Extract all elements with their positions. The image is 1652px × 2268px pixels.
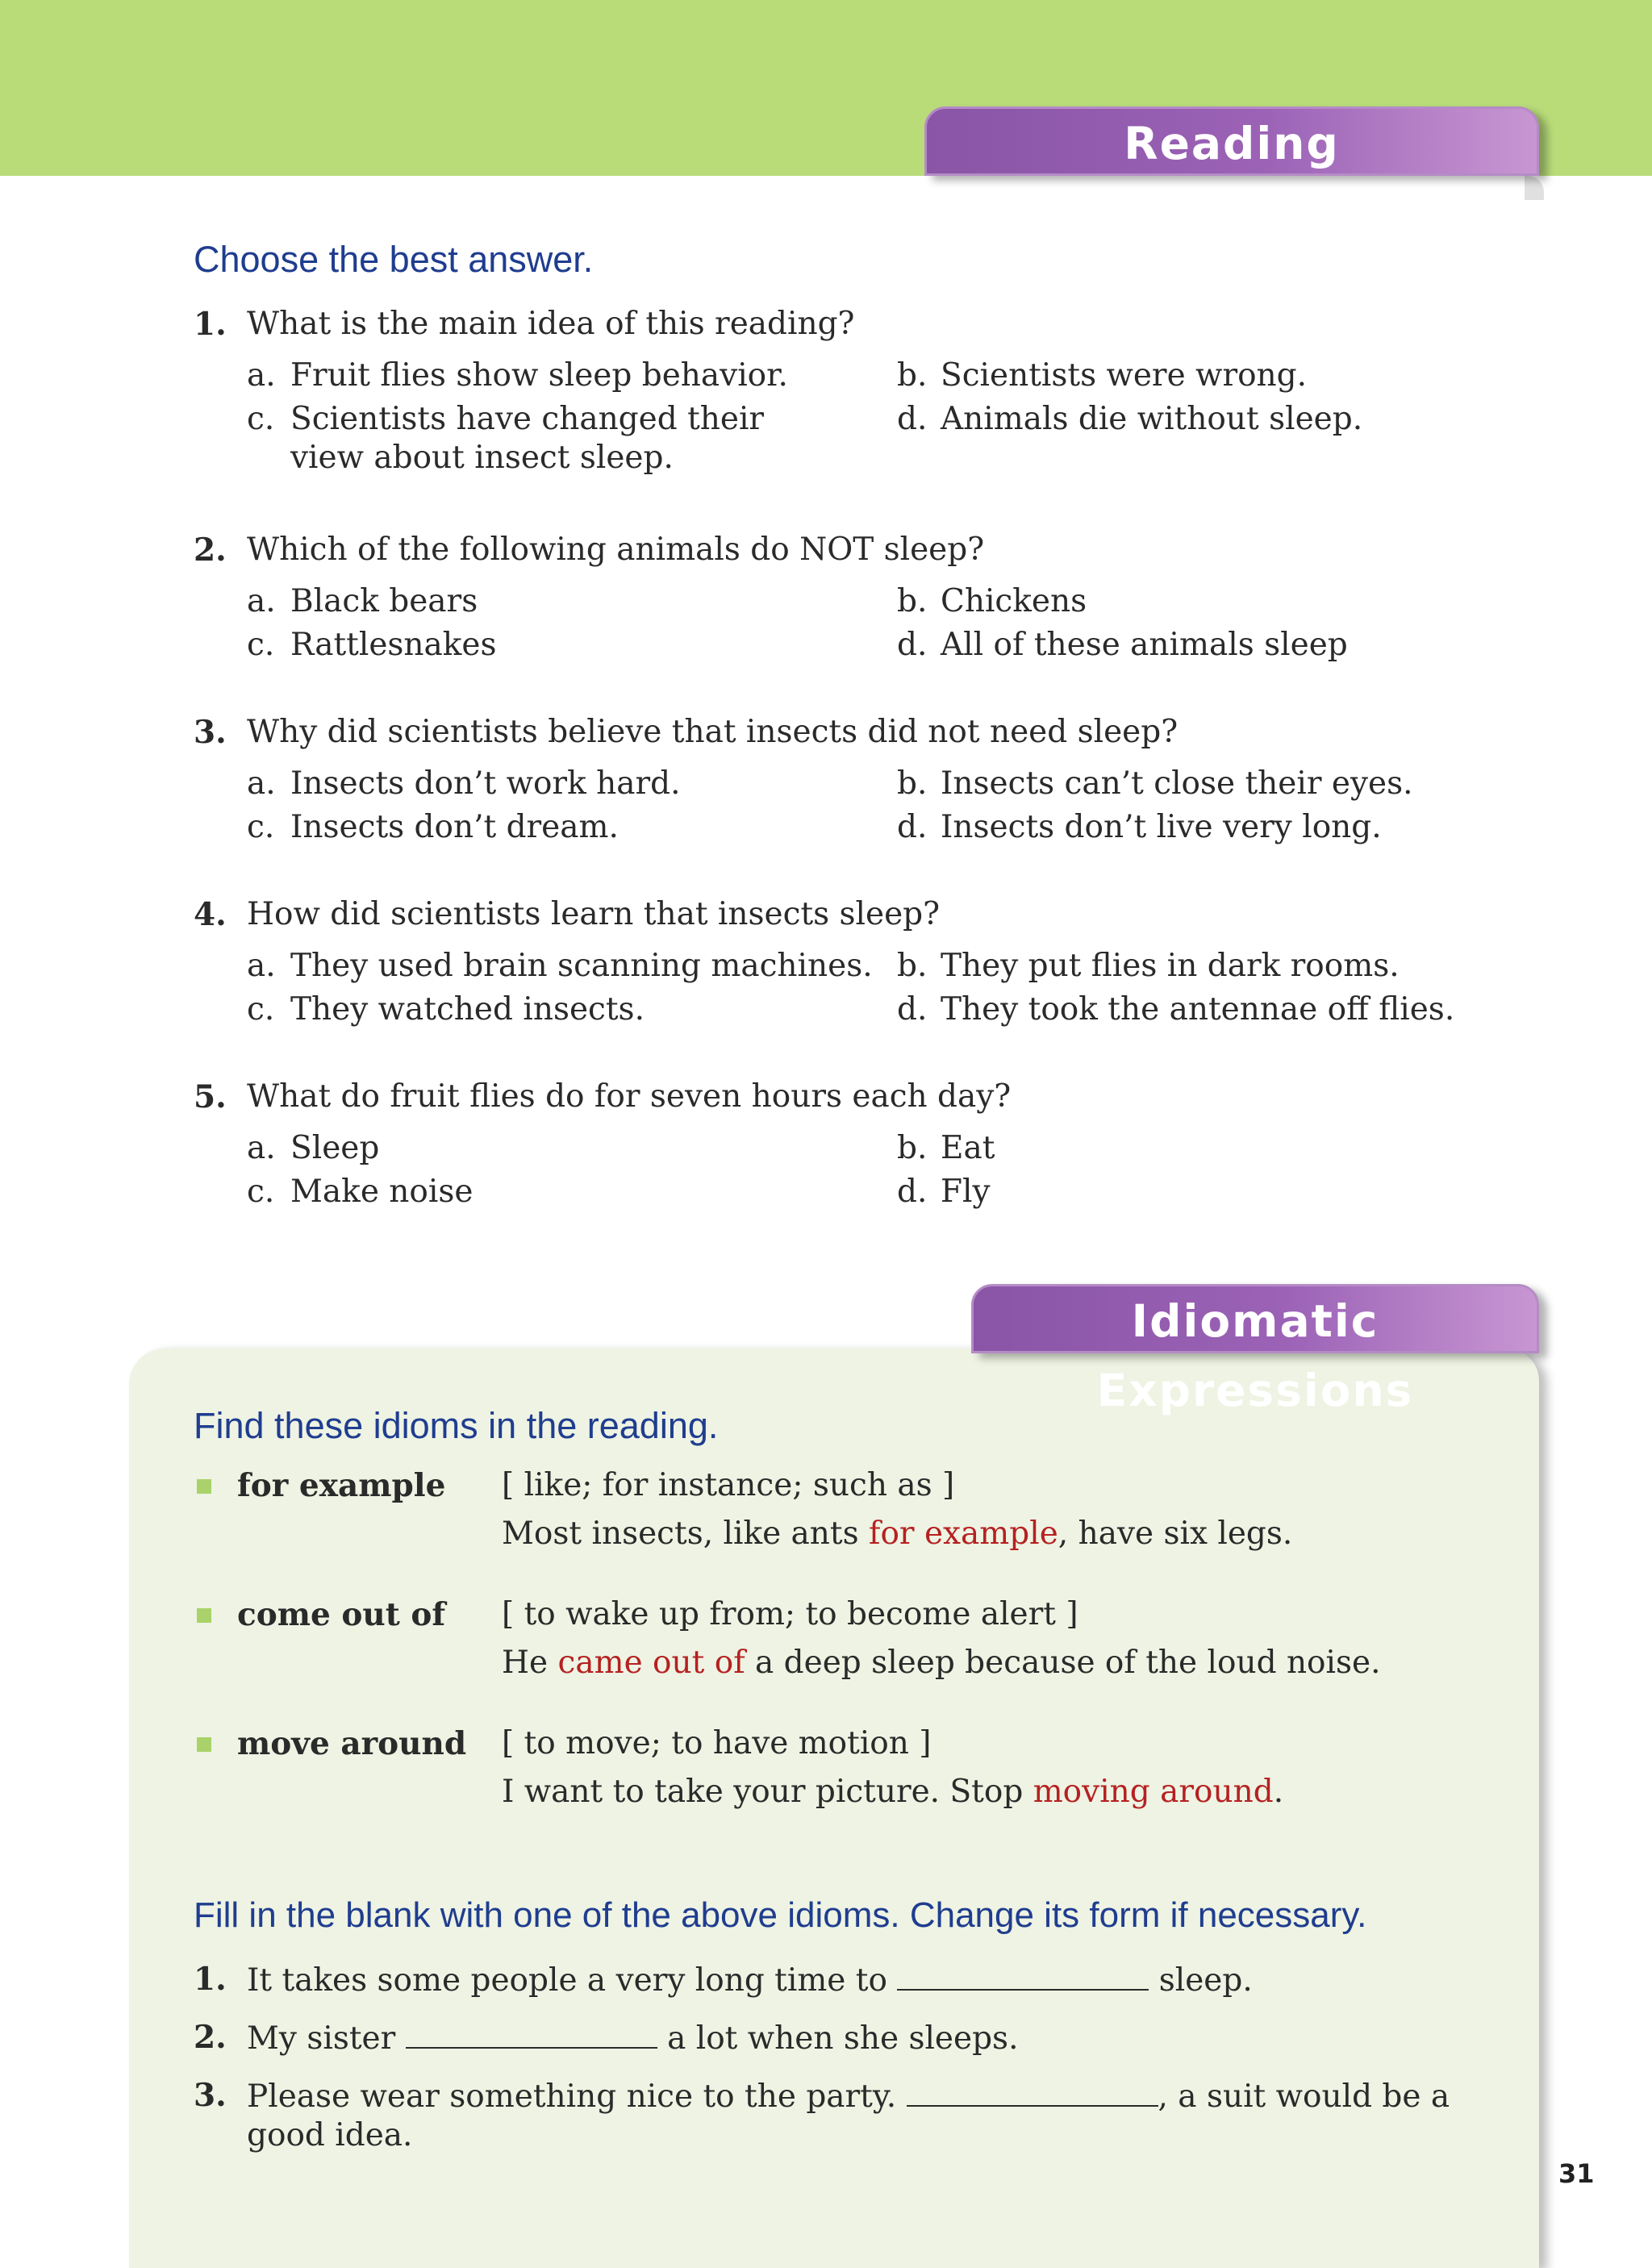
option-b[interactable]: b. Scientists were wrong. <box>897 357 1308 394</box>
option-d[interactable]: d. Fly <box>897 1174 991 1210</box>
option-c[interactable]: c. Scientists have changed their view about insect sleep. <box>247 401 765 476</box>
option-a[interactable]: a. They used brain scanning machines. <box>247 948 873 984</box>
question-number: 4. <box>194 896 227 933</box>
fill-blank[interactable] <box>406 2018 657 2049</box>
idiom-term: move around <box>237 1725 467 1762</box>
option-c[interactable]: c. Insects don’t dream. <box>247 809 619 845</box>
fill-number: 3. <box>194 2077 227 2114</box>
idiom-example: Most insects, like ants for example, have six legs. <box>502 1515 1293 1552</box>
idiom-definition: [ to move; to have motion ] <box>502 1725 932 1761</box>
idiom-example: He came out of a deep sleep because of the loud noise. <box>502 1645 1381 1681</box>
option-a[interactable]: a. Black bears <box>247 583 478 619</box>
header-curve-shadow <box>1525 176 1544 200</box>
question-stem: How did scientists learn that insects sleep? <box>247 896 941 932</box>
fill-sentence: My sister a lot when she sleeps. <box>247 2018 1537 2058</box>
option-a[interactable]: a. Sleep <box>247 1130 380 1166</box>
idioms-instruction: Find these idioms in the reading. <box>194 1405 719 1446</box>
option-d[interactable]: d. All of these animals sleep <box>897 627 1348 663</box>
option-d[interactable]: d. Insects don’t live very long. <box>897 809 1382 845</box>
reading-comprehension-tab: Reading Comprehension <box>924 106 1539 176</box>
idiom-example: I want to take your picture. Stop moving around. <box>502 1774 1284 1810</box>
bullet-square <box>197 1737 211 1752</box>
bullet-square <box>197 1608 211 1623</box>
option-b[interactable]: b. They put flies in dark rooms. <box>897 948 1400 984</box>
question-number: 5. <box>194 1078 227 1115</box>
option-d[interactable]: d. They took the antennae off flies. <box>897 991 1455 1028</box>
question-stem: Why did scientists believe that insects did not need sleep? <box>247 714 1179 750</box>
fill-number: 1. <box>194 1961 227 1998</box>
fill-sentence: It takes some people a very long time to sleep. <box>247 1960 1537 2000</box>
question-stem: Which of the following animals do NOT sleep? <box>247 532 985 568</box>
question-number: 2. <box>194 532 227 569</box>
fill-blank[interactable] <box>907 2076 1158 2107</box>
idiom-highlight: moving around <box>1032 1774 1274 1810</box>
option-a[interactable]: a. Fruit flies show sleep behavior. <box>247 357 788 394</box>
fill-sentence: Please wear something nice to the party. , a suit would be a good idea. <box>247 2076 1505 2155</box>
idiom-definition: [ like; for instance; such as ] <box>502 1467 955 1503</box>
option-c[interactable]: c. Rattlesnakes <box>247 627 497 663</box>
option-c[interactable]: c. Make noise <box>247 1174 473 1210</box>
question-number: 1. <box>194 306 227 343</box>
option-b[interactable]: b. Eat <box>897 1130 995 1166</box>
fill-instruction: Fill in the blank with one of the above idioms. Change its form if necessary. <box>194 1895 1367 1935</box>
question-stem: What is the main idea of this reading? <box>247 306 855 342</box>
page-number: 31 <box>1558 2158 1595 2189</box>
idiom-highlight: for example <box>869 1515 1058 1552</box>
idiom-term: come out of <box>237 1596 446 1633</box>
fill-blank[interactable] <box>897 1960 1149 1991</box>
question-stem: What do fruit flies do for seven hours each day? <box>247 1078 1012 1115</box>
fill-number: 2. <box>194 2019 227 2056</box>
idiom-definition: [ to wake up from; to become alert ] <box>502 1596 1078 1632</box>
comprehension-instruction: Choose the best answer. <box>194 239 594 280</box>
idiomatic-expressions-tab: Idiomatic Expressions <box>971 1284 1539 1353</box>
bullet-square <box>197 1479 211 1494</box>
option-b[interactable]: b. Chickens <box>897 583 1087 619</box>
option-c[interactable]: c. They watched insects. <box>247 991 645 1028</box>
option-b[interactable]: b. Insects can’t close their eyes. <box>897 765 1413 802</box>
question-number: 3. <box>194 714 227 751</box>
idiom-highlight: came out of <box>557 1645 745 1681</box>
option-a[interactable]: a. Insects don’t work hard. <box>247 765 681 802</box>
option-d[interactable]: d. Animals die without sleep. <box>897 401 1363 437</box>
idiom-term: for example <box>237 1467 446 1504</box>
